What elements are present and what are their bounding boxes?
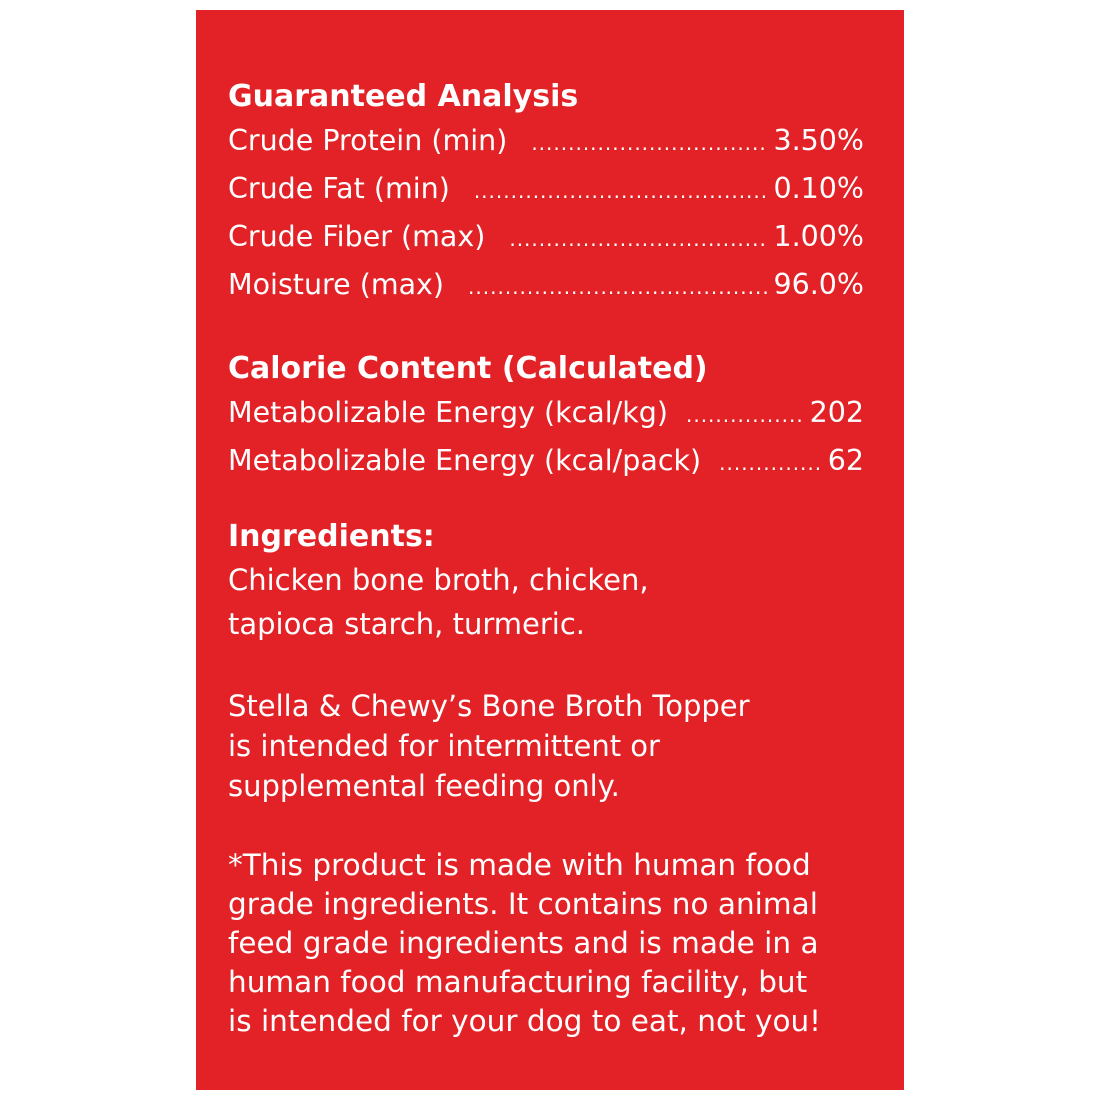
label-content: [228, 76, 864, 1041]
analysis-label: Moisture (max): [228, 268, 445, 301]
leader-dots: [531, 121, 767, 166]
disclaimer-line: feed grade ingredients and is made in a: [228, 926, 819, 960]
spacer: [228, 310, 864, 348]
leader-dots: [719, 441, 822, 486]
calorie-content-title: Calorie Content (Calculated): [228, 351, 708, 386]
energy-label: Metabolizable Energy (kcal/pack): [228, 444, 702, 477]
analysis-row: [228, 214, 864, 262]
feeding-note-line: supplemental feeding only.: [228, 769, 620, 803]
feeding-note-line: Stella & Chewy’s Bone Broth Topper: [228, 689, 750, 723]
disclaimer-line: is intended for your dog to eat, not you!: [228, 1004, 822, 1038]
leader-dots: [509, 217, 767, 262]
disclaimer-section: [228, 846, 864, 1041]
energy-row: [228, 390, 864, 438]
analysis-label: Crude Protein (min): [228, 124, 508, 157]
ingredients-title: Ingredients:: [228, 519, 435, 554]
disclaimer-line: *This product is made with human food: [228, 848, 811, 882]
analysis-row: [228, 166, 864, 214]
nutrition-label-panel: [196, 10, 904, 1090]
guaranteed-analysis-section: [228, 76, 864, 310]
energy-value: 62: [827, 444, 864, 477]
ingredients-line: tapioca starch, turmeric.: [228, 607, 585, 641]
energy-row: [228, 438, 864, 486]
calorie-content-section: [228, 348, 864, 486]
analysis-value: 1.00%: [773, 220, 864, 253]
energy-label: Metabolizable Energy (kcal/kg): [228, 396, 668, 429]
feeding-note-section: [228, 686, 864, 806]
ingredients-section: [228, 516, 864, 646]
feeding-note-line: is intended for intermittent or: [228, 729, 660, 763]
leader-dots: [686, 393, 804, 438]
guaranteed-analysis-title: Guaranteed Analysis: [228, 79, 579, 114]
spacer: [228, 646, 864, 686]
analysis-row: [228, 262, 864, 310]
analysis-label: Crude Fiber (max): [228, 220, 486, 253]
disclaimer-line: human food manufacturing facility, but: [228, 965, 808, 999]
analysis-value: 3.50%: [773, 124, 864, 157]
analysis-row: [228, 118, 864, 166]
leader-dots: [468, 265, 767, 310]
spacer: [228, 806, 864, 846]
ingredients-line: Chicken bone broth, chicken,: [228, 563, 649, 597]
analysis-value: 0.10%: [773, 172, 864, 205]
leader-dots: [474, 169, 768, 214]
disclaimer-line: grade ingredients. It contains no animal: [228, 887, 818, 921]
analysis-value: 96.0%: [773, 268, 864, 301]
spacer: [228, 486, 864, 516]
analysis-label: Crude Fat (min): [228, 172, 450, 205]
energy-value: 202: [809, 396, 864, 429]
